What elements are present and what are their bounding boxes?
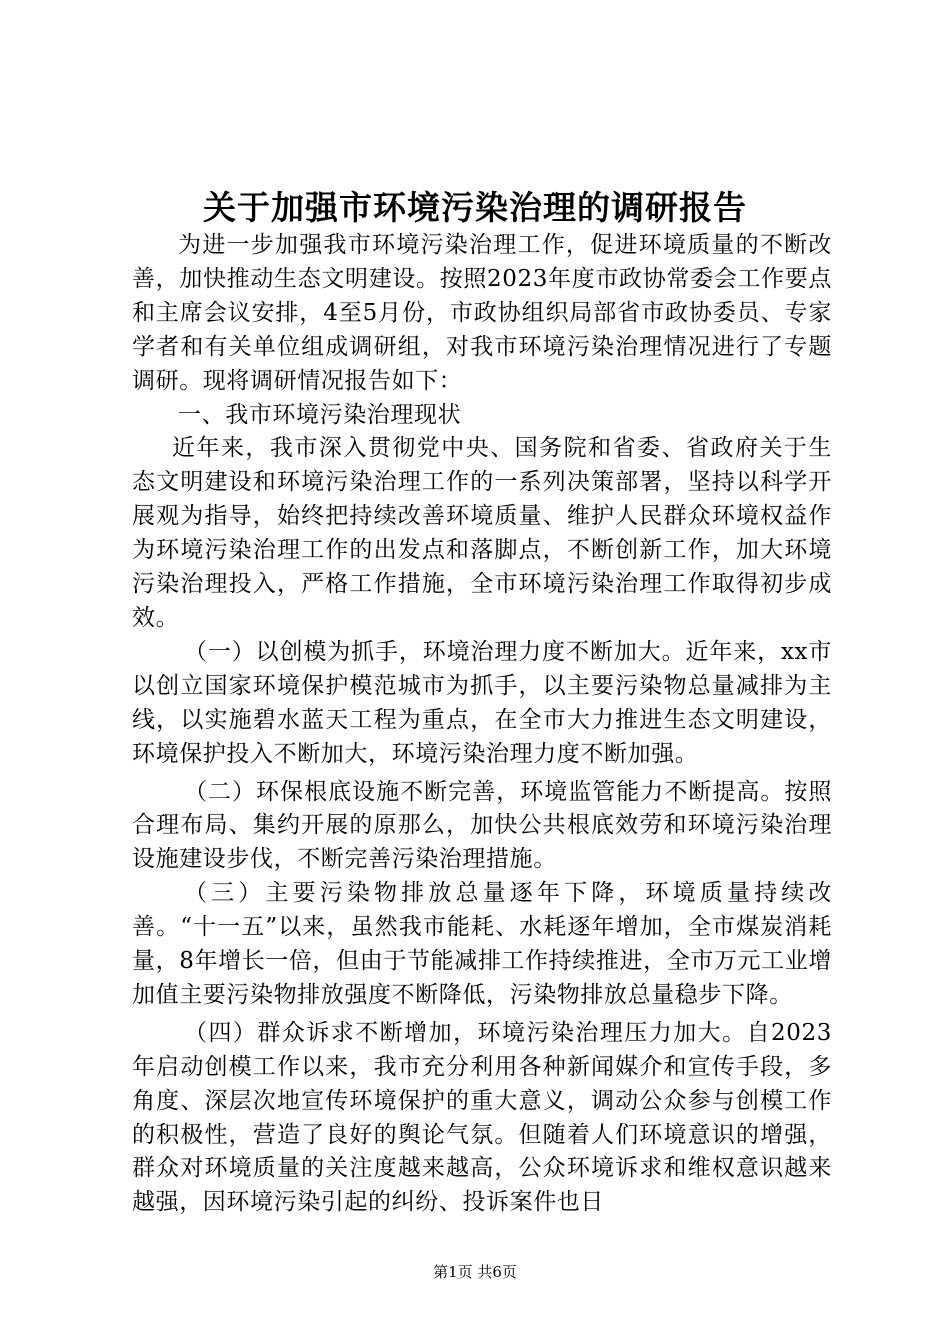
subsection-4-paragraph: （四）群众诉求不断增加，环境污染治理压力加大。自2023年启动创模工作以来，我市充分利用各种新闻媒介和宣传手段，多角度、深层次地宣传环境保护的重大意义，调动公众参与创模工作的积极性，营造了良好的舆论气氛。但随着人们环境意识的增强，群众对环境质量的关注度越来越高，公众环境诉求和维权意识越来越强，因环境污染引起的纠纷、投诉案件也日 <box>132 1019 832 1216</box>
document-body <box>132 229 832 1220</box>
page-number: 第1页 共6页 <box>433 1263 517 1281</box>
overview-paragraph: 近年来，我市深入贯彻党中央、国务院和省委、省政府关于生态文明建设和环境污染治理工作的一系列决策部署，坚持以科学开展观为指导，始终把持续改善环境质量、维护人民群众环境权益作为环境污染治理工作的出发点和落脚点，不断创新工作，加大环境污染治理投入，严格工作措施，全市环境污染治理工作取得初步成效。 <box>132 435 832 631</box>
document-title: 关于加强市环境污染治理的调研报告 <box>203 188 747 227</box>
subsection-2-paragraph: （二）环保根底设施不断完善，环境监管能力不断提高。按照合理布局、集约开展的原那么，加快公共根底效劳和环境污染治理设施建设步伐，不断完善污染治理措施。 <box>132 778 832 873</box>
subsection-1-paragraph: （一）以创模为抓手，环境治理力度不断加大。近年来，xx市以创立国家环境保护模范城市为抓手，以主要污染物总量减排为主线，以实施碧水蓝天工程为重点，在全市大力推进生态文明建设，环境保护投入不断加大，环境污染治理力度不断加强。 <box>132 638 832 767</box>
section-heading: 一、我市环境污染治理现状 <box>178 401 462 428</box>
intro-paragraph: 为进一步加强我市环境污染治理工作，促进环境质量的不断改善，加快推动生态文明建设。按照2023年度市政协常委会工作要点和主席会议安排，4至5月份，市政协组织局部省市政协委员、专家学者和有关单位组成调研组，对我市环境污染治理情况进行了专题调研。现将调研情况报告如下： <box>132 232 832 394</box>
subsection-3-paragraph: （三）主要污染物排放总量逐年下降，环境质量持续改善。“十一五”以来，虽然我市能耗、水耗逐年增加，全市煤炭消耗量，8年增长一倍，但由于节能减排工作持续推进，全市万元工业增加值主要污染物排放强度不断降低，污染物排放总量稳步下降。 <box>132 880 832 1008</box>
